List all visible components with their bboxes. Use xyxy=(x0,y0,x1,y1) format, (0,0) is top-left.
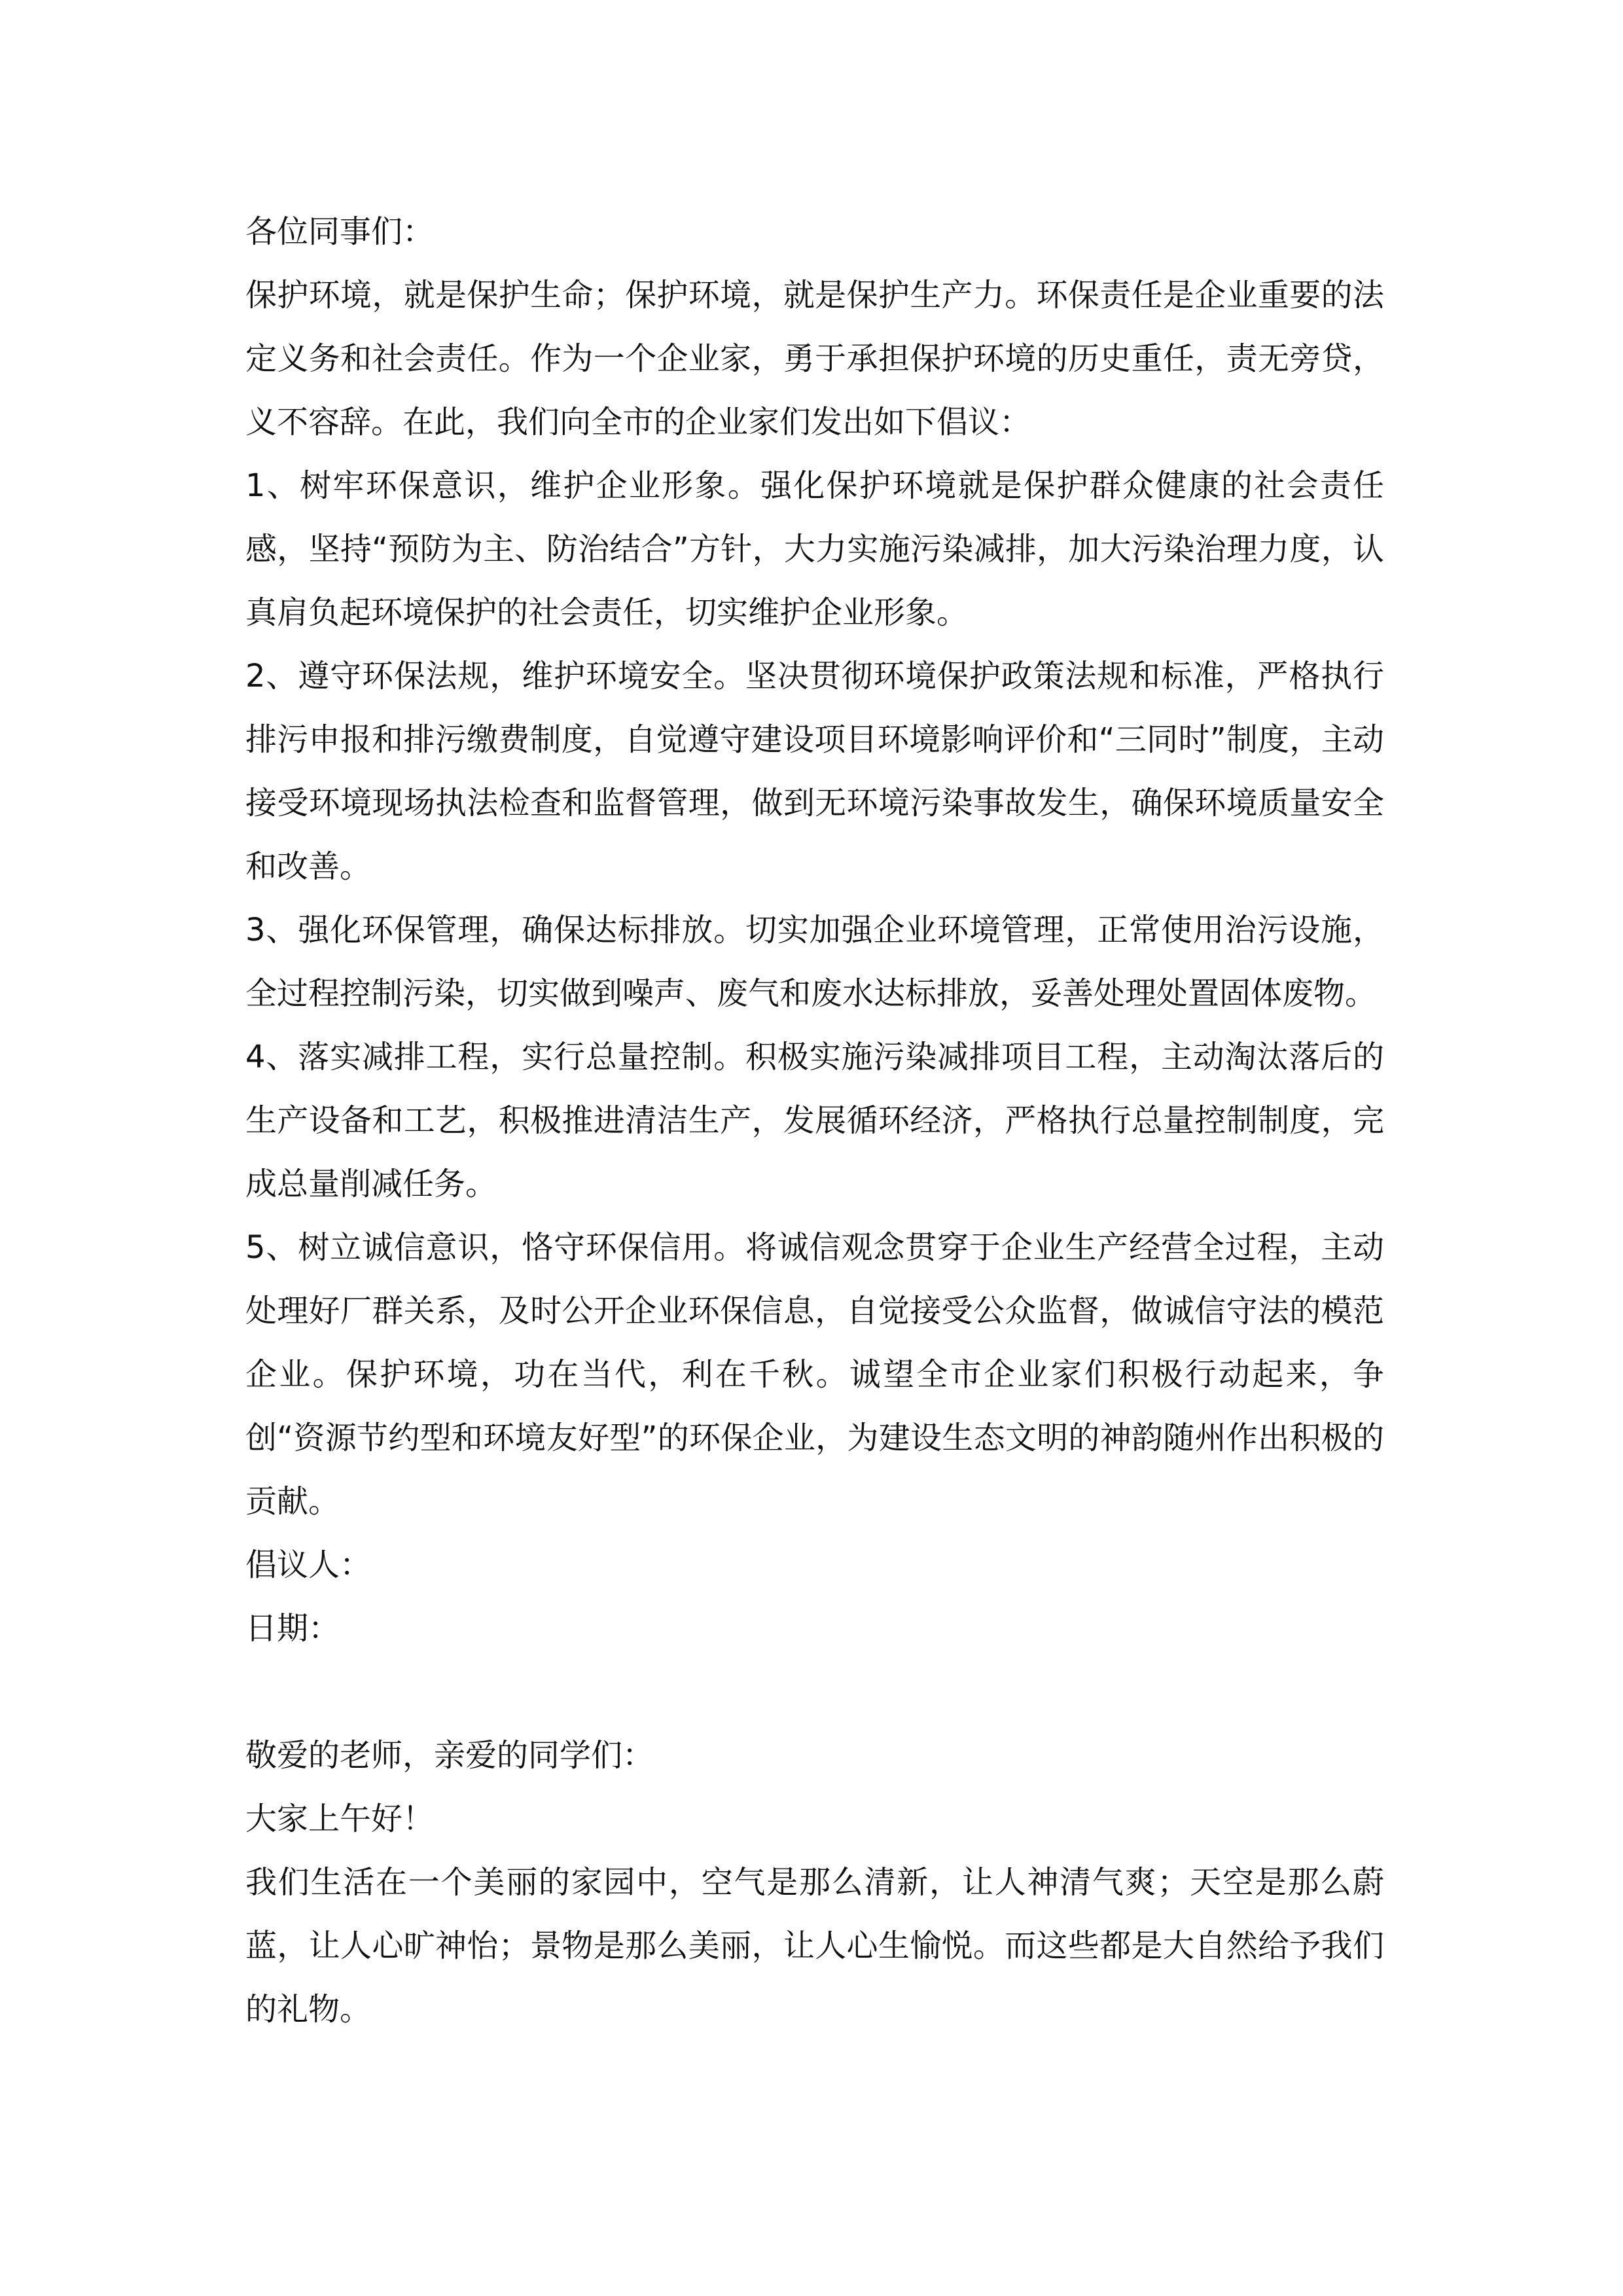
date-label: 日期： xyxy=(245,1610,340,1647)
letter1-intro: 保护环境，就是保护生命；保护环境，就是保护生产力。环保责任是企业重要的法定义务和社会责任。作为一个企业家，勇于承担保护环境的历史重任，责无旁贷，义不容辞。在此，我们向全市的企业家们发出如下倡议： xyxy=(245,277,1384,440)
letter1-greeting: 各位同事们： xyxy=(245,213,435,250)
letter2-body: 我们生活在一个美丽的家园中，空气是那么清新，让人神清气爽；天空是那么蔚蓝，让人心旷神怡；景物是那么美丽，让人心生愉悦。而这些都是大自然给予我们的礼物。 xyxy=(245,1864,1384,2028)
letter1-item-5: 5、树立诚信意识，恪守环保信用。将诚信观念贯穿于企业生产经营全过程，主动处理好厂群关系，及时公开企业环保信息，自觉接受公众监督，做诚信守法的模范企业。保护环境，功在当代，利在千秋。诚望全市企业家们积极行动起来，争创“资源节约型和环境友好型”的环保企业，为建设生态文明的神韵随州作出积极的贡献。 xyxy=(245,1229,1384,1520)
document-body xyxy=(245,200,1384,2041)
letter2-greeting: 敬爱的老师，亲爱的同学们： xyxy=(245,1737,654,1774)
letter1-item-4: 4、落实减排工程，实行总量控制。积极实施污染减排项目工程，主动淘汰落后的生产设备和工艺，积极推进清洁生产，发展循环经济，严格执行总量控制制度，完成总量削减任务。 xyxy=(245,1039,1384,1202)
letter2-salutation: 大家上午好！ xyxy=(245,1801,435,1837)
letter1-item-2: 2、遵守环保法规，维护环境安全。坚决贯彻环境保护政策法规和标准，严格执行排污申报和排污缴费制度，自觉遵守建设项目环境影响评价和“三同时”制度，主动接受环境现场执法检查和监督管理，做到无环境污染事故发生，确保环境质量安全和改善。 xyxy=(245,658,1384,885)
letter1-item-1: 1、树牢环保意识，维护企业形象。强化保护环境就是保护群众健康的社会责任感，坚持“预防为主、防治结合”方针，大力实施污染减排，加大污染治理力度，认真肩负起环境保护的社会责任，切实维护企业形象。 xyxy=(245,467,1384,631)
section-gap xyxy=(245,1660,1384,1724)
initiator-label: 倡议人： xyxy=(245,1547,372,1583)
letter1-item-3: 3、强化环保管理，确保达标排放。切实加强企业环境管理，正常使用治污设施，全过程控制污染，切实做到噪声、废气和废水达标排放，妥善处理处置固体废物。 xyxy=(245,912,1384,1012)
